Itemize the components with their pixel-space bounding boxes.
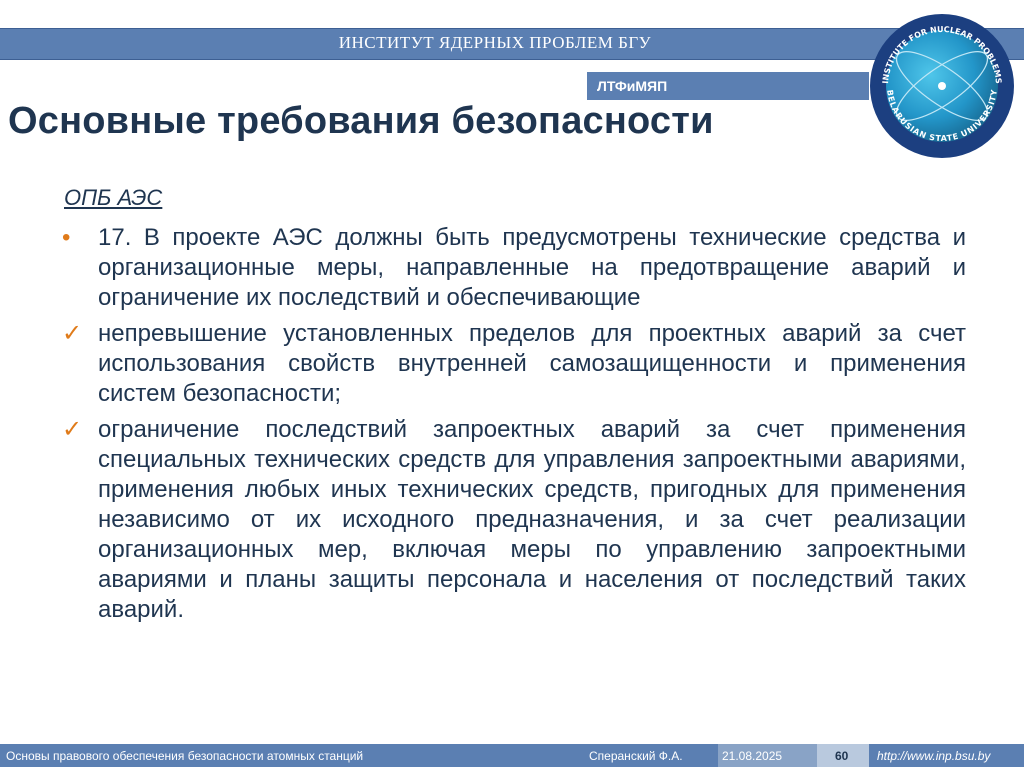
- checkmark-icon: ✓: [62, 416, 83, 443]
- list-item: [62, 415, 966, 625]
- list-item-text: 17. В проекте АЭС должны быть предусмотрены технические средства и организационные меры, направленные на предотвращение аварий и ограничение их последствий и обеспечивающие: [98, 224, 966, 311]
- footer-bar: [0, 744, 1024, 767]
- footer-url-link[interactable]: http://www.inp.bsu.by: [877, 749, 991, 763]
- checkmark-icon: ✓: [62, 320, 83, 347]
- logo-text-top: INSTITUTE FOR NUCLEAR PROBLEMS: [881, 24, 1004, 85]
- logo-text-bottom: BELARUSIAN STATE UNIVERSITY: [885, 89, 999, 144]
- content-list: [62, 223, 966, 631]
- footer-date: 21.08.2025: [722, 749, 783, 763]
- page-title: Основные требования безопасности: [8, 100, 714, 142]
- section-label: ОПБ АЭС: [64, 185, 163, 210]
- list-item-text: ограничение последствий запроектных аварий за счет применения специальных технических средств для управления запроектными авариями, применения любых иных технических средств, пригодных для применения независимо от их исходного предназначения, и за счет реализации организационных мер, включая меры по управлению запроектными авариями и планы защиты персонала и населения от последствий таких аварий.: [98, 416, 966, 623]
- list-item: [62, 223, 966, 313]
- subunit-label: ЛТФиМЯП: [597, 78, 668, 94]
- institute-logo: [868, 12, 1016, 160]
- footer-course-title: Основы правового обеспечения безопасности атомных станций: [6, 749, 364, 763]
- page-number: 60: [835, 749, 849, 763]
- list-item: [62, 319, 966, 409]
- footer-author: Сперанский Ф.А.: [589, 749, 683, 763]
- list-item-text: непревышение установленных пределов для проектных аварий за счет использования свойств внутренней самозащищенности и применения систем безопасности;: [98, 320, 966, 407]
- institute-title: ИНСТИТУТ ЯДЕРНЫХ ПРОБЛЕМ БГУ: [338, 33, 652, 52]
- bullet-icon: •: [62, 224, 71, 251]
